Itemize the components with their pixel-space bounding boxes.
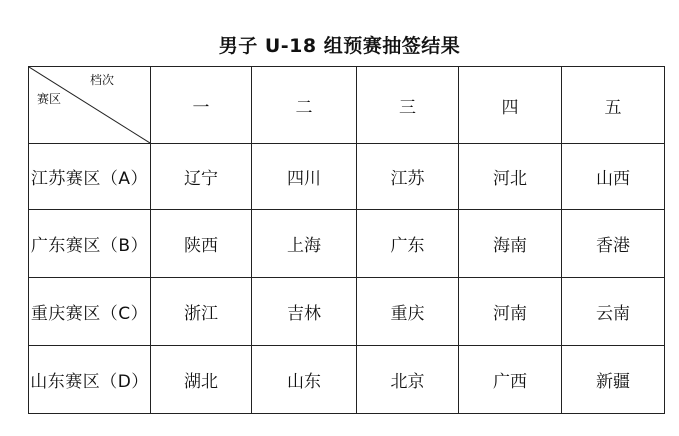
table-cell: 陕西 (151, 210, 252, 278)
table-cell: 河北 (459, 144, 562, 210)
table-row (29, 210, 665, 278)
zone-label: 山东赛区（D） (29, 346, 151, 414)
column-header: 三 (357, 67, 459, 144)
corner-cell (29, 67, 151, 144)
table-cell: 江苏 (357, 144, 459, 210)
table-cell: 新疆 (562, 346, 665, 414)
zone-label: 广东赛区（B） (29, 210, 151, 278)
table-cell: 湖北 (151, 346, 252, 414)
column-header: 二 (252, 67, 357, 144)
table-cell: 辽宁 (151, 144, 252, 210)
table-cell: 广西 (459, 346, 562, 414)
table-row (29, 278, 665, 346)
table-cell: 海南 (459, 210, 562, 278)
table-cell: 上海 (252, 210, 357, 278)
zone-label: 重庆赛区（C） (29, 278, 151, 346)
corner-label-zone: 赛区 (37, 92, 62, 106)
table-cell: 山东 (252, 346, 357, 414)
table-cell: 重庆 (357, 278, 459, 346)
table-cell: 吉林 (252, 278, 357, 346)
table-header-row (29, 67, 665, 144)
table-row (29, 144, 665, 210)
table-cell: 河南 (459, 278, 562, 346)
table-cell: 四川 (252, 144, 357, 210)
table-row (29, 346, 665, 414)
column-header: 一 (151, 67, 252, 144)
table-cell: 北京 (357, 346, 459, 414)
table-cell: 香港 (562, 210, 665, 278)
zone-label: 江苏赛区（A） (29, 144, 151, 210)
page-title: 男子 U-18 组预赛抽签结果 (218, 35, 461, 57)
column-header: 五 (562, 67, 665, 144)
draw-results-table (28, 66, 665, 414)
table-cell: 浙江 (151, 278, 252, 346)
table-cell: 广东 (357, 210, 459, 278)
corner-label-tier: 档次 (89, 73, 114, 87)
column-header: 四 (459, 67, 562, 144)
table-cell: 云南 (562, 278, 665, 346)
table-cell: 山西 (562, 144, 665, 210)
